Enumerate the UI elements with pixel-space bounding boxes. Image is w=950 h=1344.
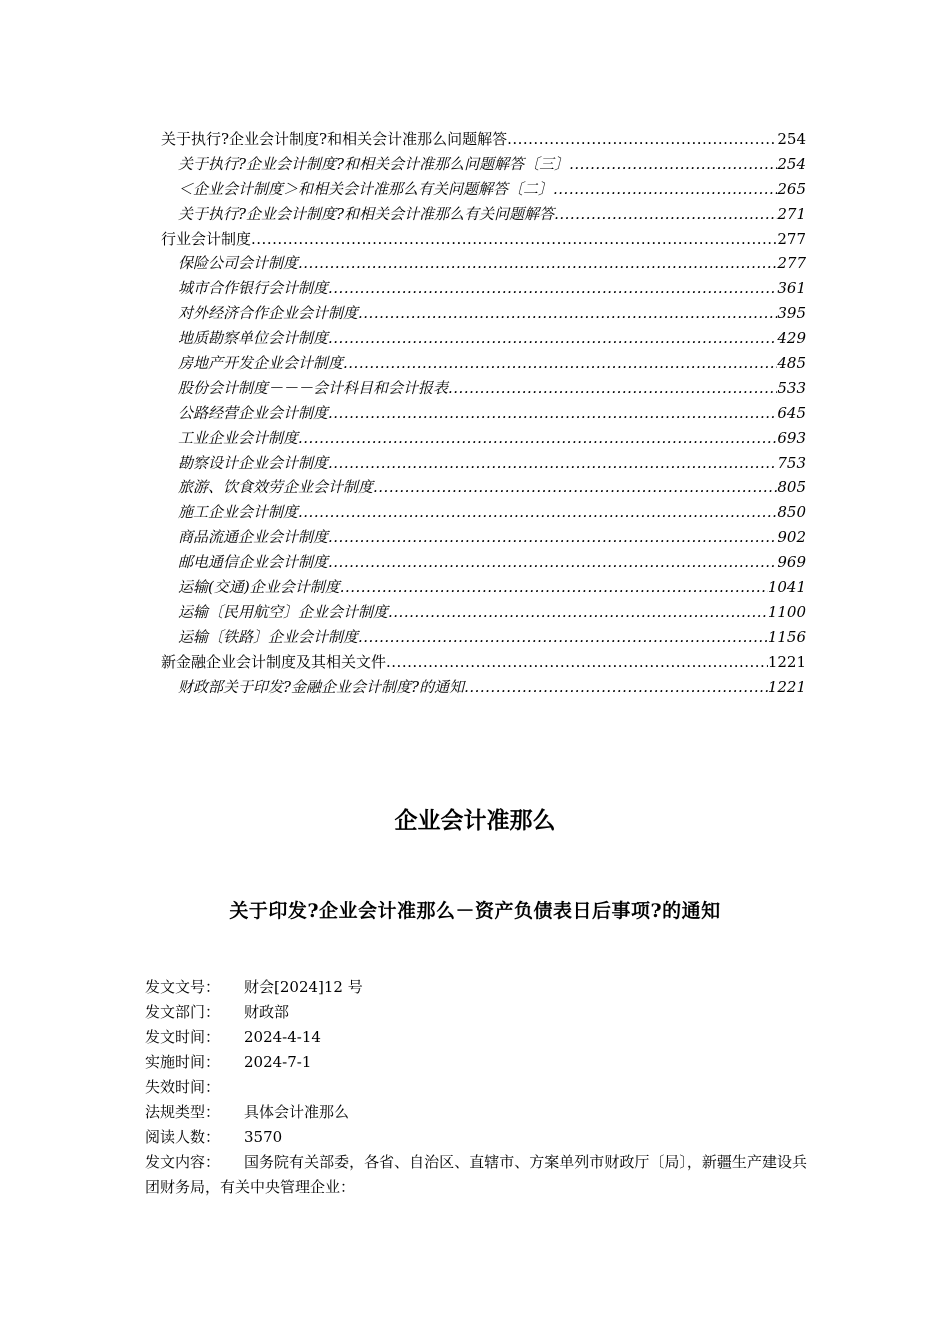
- toc-leader-dots: [373, 475, 777, 500]
- toc-entry-title: 公路经营企业会计制度: [178, 403, 329, 422]
- table-of-contents: [161, 127, 806, 699]
- metadata-row: [145, 1050, 807, 1075]
- metadata-row: [145, 1000, 807, 1025]
- toc-entry-page: 1100: [767, 602, 806, 621]
- toc-entry[interactable]: [161, 251, 806, 276]
- toc-entry-page: 693: [777, 428, 806, 447]
- toc-entry[interactable]: [161, 500, 806, 525]
- toc-leader-dots: [388, 600, 768, 625]
- toc-leader-dots: [328, 550, 777, 575]
- toc-entry[interactable]: [161, 276, 806, 301]
- toc-entry-title: 保险公司会计制度: [178, 254, 299, 273]
- document-content: [145, 1150, 807, 1200]
- toc-entry-title: 股份会计制度－－－会计科目和会计报表: [178, 378, 449, 397]
- toc-leader-dots: [448, 376, 777, 401]
- toc-entry[interactable]: [161, 376, 806, 401]
- toc-entry-title: 工业企业会计制度: [178, 428, 299, 447]
- toc-leader-dots: [328, 525, 777, 550]
- toc-entry-title: 邮电通信企业会计制度: [178, 553, 329, 572]
- metadata-row: [145, 1100, 807, 1125]
- toc-leader-dots: [328, 451, 777, 476]
- toc-entry-title: ＜企业会计制度＞和相关会计准那么有关问题解答〔二〕: [178, 179, 554, 198]
- toc-entry-page: 254: [777, 154, 806, 173]
- toc-entry[interactable]: [161, 650, 806, 675]
- metadata-row: [145, 1125, 807, 1150]
- notice-title: 关于印发?企业会计准那么－资产负债表日后事项?的通知: [229, 900, 721, 922]
- metadata-value: 具体会计准那么: [244, 1103, 350, 1121]
- toc-entry-page: 1221: [767, 677, 806, 696]
- toc-entry[interactable]: [161, 550, 806, 575]
- metadata-value: 2024-7-1: [244, 1053, 312, 1071]
- section-heading: 企业会计准那么: [394, 808, 556, 834]
- content-text: 国务院有关部委，各省、自治区、直辖市、方案单列市财政厅〔局〕，新疆生产建设兵团财务局，有关中央管理企业：: [145, 1153, 807, 1196]
- metadata-row: [145, 975, 807, 1000]
- metadata-label: 发文部门：: [145, 1003, 221, 1021]
- toc-entry-title: 财政部关于印发?金融企业会计制度?的通知: [178, 677, 465, 696]
- toc-entry-title: 商品流通企业会计制度: [178, 528, 329, 547]
- toc-entry[interactable]: [161, 227, 806, 252]
- toc-entry-title: 对外经济合作企业会计制度: [178, 304, 359, 323]
- toc-leader-dots: [464, 675, 768, 700]
- toc-entry-page: 645: [777, 403, 806, 422]
- toc-leader-dots: [358, 625, 768, 650]
- toc-entry-page: 850: [777, 503, 806, 522]
- content-label: 发文内容：: [145, 1153, 221, 1171]
- toc-entry-page: 277: [777, 229, 806, 248]
- metadata-value: 财政部: [244, 1003, 290, 1021]
- toc-entry[interactable]: [161, 177, 806, 202]
- toc-entry-title: 关于执行?企业会计制度?和相关会计准那么问题解答: [161, 130, 508, 148]
- toc-leader-dots: [358, 301, 777, 326]
- toc-entry-title: 关于执行?企业会计制度?和相关会计准那么有关问题解答: [178, 204, 555, 223]
- toc-leader-dots: [298, 500, 777, 525]
- toc-leader-dots: [507, 127, 777, 152]
- toc-entry-title: 房地产开发企业会计制度: [178, 354, 344, 373]
- metadata-label: 实施时间：: [145, 1053, 221, 1071]
- toc-entry-title: 关于执行?企业会计制度?和相关会计准那么问题解答〔三〕: [178, 154, 570, 173]
- metadata-row: [145, 1075, 807, 1100]
- toc-leader-dots: [386, 650, 768, 675]
- toc-entry-title: 运输〔铁路〕企业会计制度: [178, 627, 359, 646]
- toc-leader-dots: [340, 575, 768, 600]
- toc-entry[interactable]: [161, 326, 806, 351]
- toc-entry[interactable]: [161, 600, 806, 625]
- metadata-label: 发文文号：: [145, 978, 221, 996]
- toc-entry-page: 361: [777, 279, 806, 298]
- toc-entry[interactable]: [161, 426, 806, 451]
- toc-entry-page: 1221: [767, 652, 806, 671]
- toc-entry-page: 271: [777, 204, 806, 223]
- toc-entry-page: 265: [777, 179, 806, 198]
- toc-leader-dots: [328, 326, 777, 351]
- toc-leader-dots: [251, 227, 777, 252]
- toc-entry[interactable]: [161, 675, 806, 700]
- toc-entry[interactable]: [161, 301, 806, 326]
- toc-entry-title: 旅游、饮食效劳企业会计制度: [178, 478, 374, 497]
- toc-entry-page: 277: [777, 254, 806, 273]
- toc-entry-page: 969: [777, 553, 806, 572]
- metadata-label: 失效时间：: [145, 1078, 221, 1096]
- toc-entry-page: 1041: [767, 578, 806, 597]
- toc-leader-dots: [554, 202, 777, 227]
- toc-entry-title: 城市合作银行会计制度: [178, 279, 329, 298]
- toc-entry[interactable]: [161, 525, 806, 550]
- toc-leader-dots: [328, 401, 777, 426]
- toc-entry-title: 地质勘察单位会计制度: [178, 329, 329, 348]
- metadata-value: [244, 1075, 807, 1100]
- toc-entry-title: 行业会计制度: [161, 229, 252, 248]
- metadata-row: [145, 1025, 807, 1050]
- toc-entry[interactable]: [161, 475, 806, 500]
- toc-entry[interactable]: [161, 152, 806, 177]
- toc-entry[interactable]: [161, 202, 806, 227]
- metadata-label: 发文时间：: [145, 1028, 221, 1046]
- toc-entry-page: 254: [777, 130, 806, 148]
- toc-leader-dots: [298, 426, 777, 451]
- toc-entry-title: 新金融企业会计制度及其相关文件: [161, 652, 387, 671]
- toc-leader-dots: [298, 251, 777, 276]
- toc-entry[interactable]: [161, 625, 806, 650]
- metadata-value: 财会[2024]12 号: [244, 978, 363, 996]
- toc-entry[interactable]: [161, 351, 806, 376]
- metadata-label: 阅读人数：: [145, 1128, 221, 1146]
- toc-entry[interactable]: [161, 575, 806, 600]
- toc-entry-page: 395: [777, 304, 806, 323]
- toc-leader-dots: [343, 351, 777, 376]
- toc-entry-page: 429: [777, 329, 806, 348]
- toc-entry-title: 运输(交通)企业会计制度: [178, 578, 340, 597]
- toc-entry-page: 902: [777, 528, 806, 547]
- toc-entry-page: 485: [777, 354, 806, 373]
- toc-entry-title: 施工企业会计制度: [178, 503, 299, 522]
- toc-entry[interactable]: [161, 401, 806, 426]
- toc-entry-page: 753: [777, 453, 806, 472]
- metadata-label: 法规类型：: [145, 1103, 221, 1121]
- toc-leader-dots: [553, 177, 777, 202]
- toc-entry-page: 533: [777, 378, 806, 397]
- metadata-value: 3570: [244, 1128, 283, 1146]
- metadata-value: 2024-4-14: [244, 1028, 321, 1046]
- toc-entry[interactable]: [161, 451, 806, 476]
- toc-entry-title: 勘察设计企业会计制度: [178, 453, 329, 472]
- toc-entry[interactable]: [161, 127, 806, 152]
- toc-leader-dots: [328, 276, 777, 301]
- toc-leader-dots: [569, 152, 777, 177]
- document-metadata: [145, 975, 807, 1200]
- toc-entry-title: 运输〔民用航空〕企业会计制度: [178, 602, 389, 621]
- toc-entry-page: 805: [777, 478, 806, 497]
- toc-entry-page: 1156: [767, 627, 806, 646]
